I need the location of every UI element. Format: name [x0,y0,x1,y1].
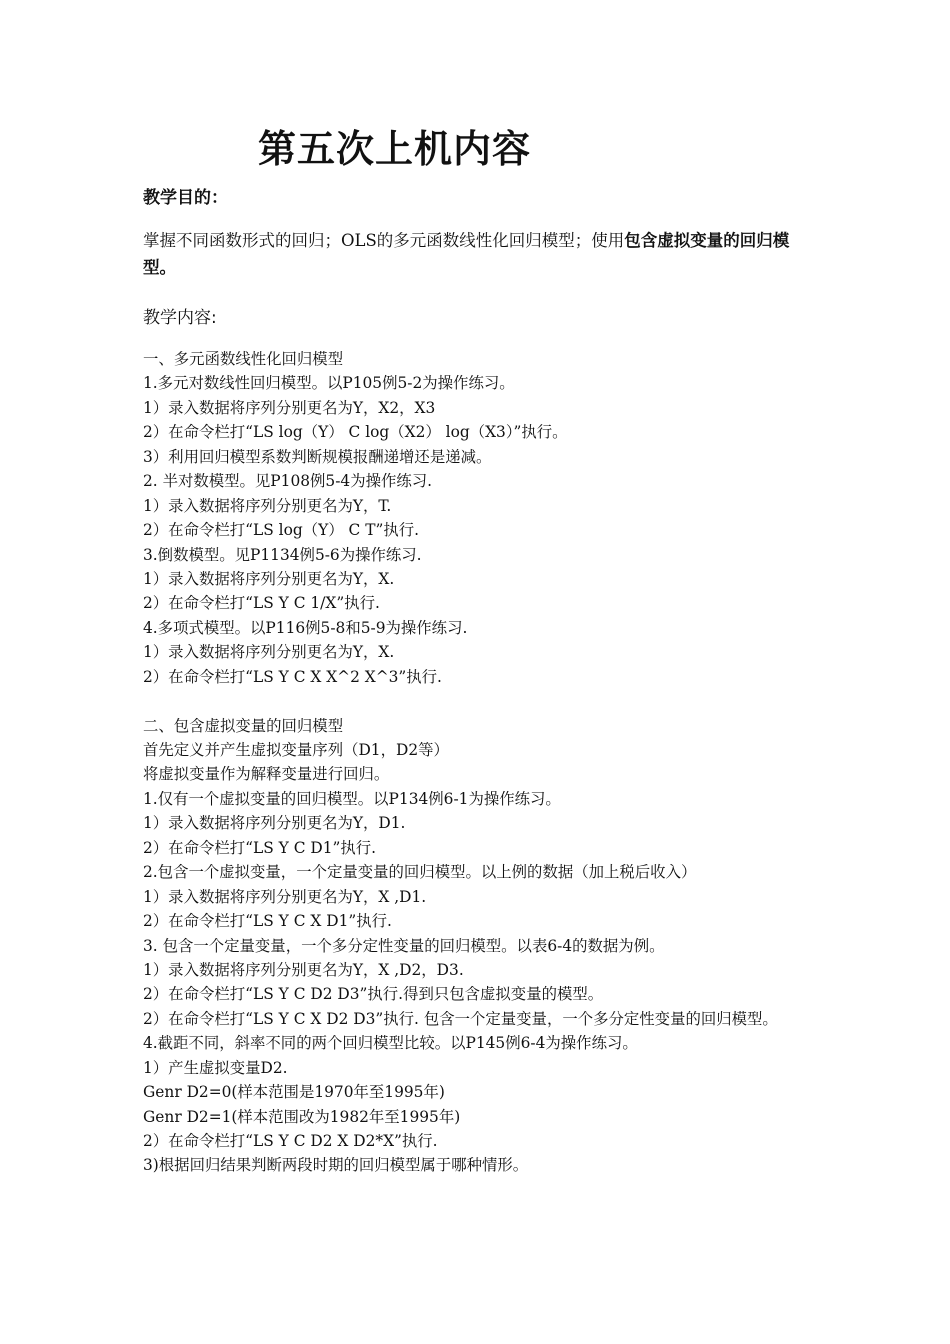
content-heading: 教学内容: [143,308,217,328]
list-item: 3.倒数模型。见P1134例5-6为操作练习. [143,545,422,564]
list-item: 2）在命令栏打“LS Y C 1/X”执行. [143,594,380,613]
objective-text: 掌握不同函数形式的回归；OLS的多元函数线性化回归模型；使用 [143,231,625,250]
objective-heading: 教学目的： [143,188,228,208]
list-item: 1）录入数据将序列分别更名为Y，T. [143,496,392,515]
list-item: 1）录入数据将序列分别更名为Y，X ,D1. [143,887,427,906]
content-list [143,347,815,1178]
list-item: 4.截距不同，斜率不同的两个回归模型比较。以P145例6-4为操作练习。 [143,1034,638,1053]
page-title: 第五次上机内容 [258,127,532,171]
list-item: 首先定义并产生虚拟变量序列（D1，D2等） [143,741,449,759]
objective-text-bold: 包含虚拟变量的回归模型。 [143,231,790,277]
list-item: 1）录入数据将序列分别更名为Y，X ,D2，D3. [143,960,464,979]
list-item: 3)根据回归结果判断两段时期的回归模型属于哪种情形。 [143,1156,529,1175]
list-item: 2）在命令栏打“LS Y C D1”执行. [143,838,377,857]
section-heading: 二、包含虚拟变量的回归模型 [143,716,344,735]
list-item: 1.多元对数线性回归模型。以P105例5-2为操作练习。 [143,374,515,393]
list-item: 1）产生虚拟变量D2. [143,1058,288,1077]
list-item: 2）在命令栏打“LS log（Y） C T”执行. [143,521,420,540]
objective-paragraph [143,227,813,281]
list-item: Genr D2=1(样本范围改为1982年至1995年) [143,1107,461,1126]
list-item: 2）在命令栏打“LS log（Y） C log（X2） log（X3）”执行。 [143,423,568,442]
list-item: 1）录入数据将序列分别更名为Y，X. [143,569,395,588]
list-item: 2）在命令栏打“LS Y C D2 X D2*X”执行. [143,1132,438,1151]
list-item: 3. 包含一个定量变量，一个多分定性变量的回归模型。以表6-4的数据为例。 [143,936,665,955]
list-item: 2. 半对数模型。见P108例5-4为操作练习. [143,472,433,491]
blank-line [143,689,815,713]
list-item: 1.仅有一个虚拟变量的回归模型。以P134例6-1为操作练习。 [143,789,561,808]
list-item: 2）在命令栏打“LS Y C X D1”执行. [143,912,392,931]
list-item: 2）在命令栏打“LS Y C X D2 D3”执行. 包含一个定量变量，一个多分定性变量的回归模型。 [143,1009,778,1028]
list-item: 2.包含一个虚拟变量，一个定量变量的回归模型。以上例的数据（加上税后收入） [143,863,697,882]
section-heading: 一、多元函数线性化回归模型 [143,350,344,368]
list-item: 1）录入数据将序列分别更名为Y，X. [143,643,395,662]
list-item: 1）录入数据将序列分别更名为Y，D1. [143,814,406,833]
list-item: 2）在命令栏打“LS Y C X X^2 X^3”执行. [143,667,442,686]
list-item: 2）在命令栏打“LS Y C D2 D3”执行.得到只包含虚拟变量的模型。 [143,985,604,1004]
list-item: 将虚拟变量作为解释变量进行回归。 [143,765,390,784]
list-item: Genr D2=0(样本范围是1970年至1995年) [143,1083,445,1102]
list-item: 1）录入数据将序列分别更名为Y，X2，X3 [143,398,436,417]
list-item: 4.多项式模型。以P116例5-8和5-9为操作练习. [143,618,468,637]
list-item: 3）利用回归模型系数判断规模报酬递增还是递减。 [143,447,492,466]
